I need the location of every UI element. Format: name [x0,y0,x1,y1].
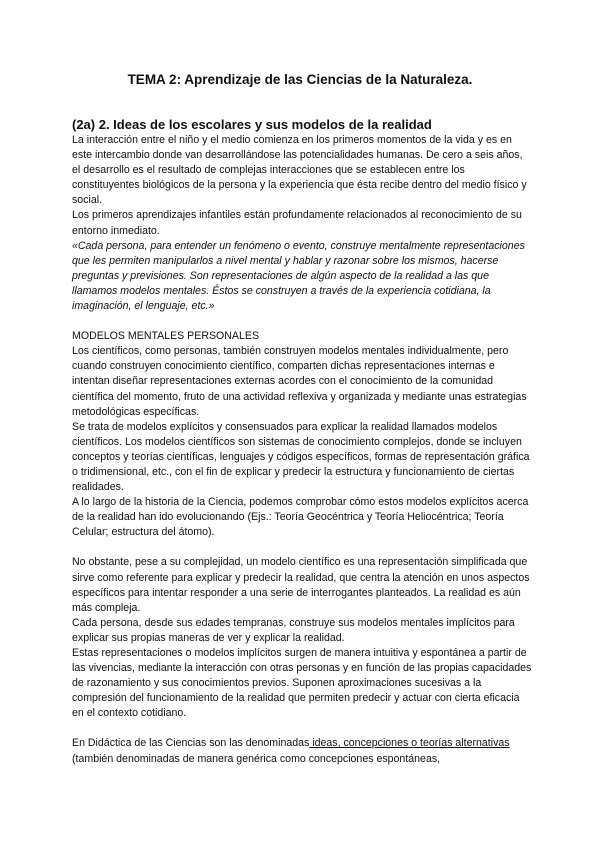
spacer [72,721,532,736]
paragraph-didactics [72,736,532,766]
paragraph-first-learning: Los primeros aprendizajes infantiles están profundamente relacionados al reconocimiento de su entorno inmediato. [72,209,522,237]
section-heading: (2a) 2. Ideas de los escolares y sus modelos de la realidad [72,117,432,132]
paragraph-representations: Estas representaciones o modelos implícitos surgen de manera intuitiva y espontánea a partir de las vivencias, mediante la interacción con otras personas y en función de las propias capacidades de razonamiento y sus conocimientos previos. Suponen aproximaciones sucesivas a la compresión del funcionamiento de la realidad que permiten predecir y actuar con cierta eficacia en el contexto cotidiano. [72,647,532,720]
paragraph-intro: La interacción entre el niño y el medio comienza en los primeros momentos de la vida y es en este intercambio donde van desarrollándose las potencialidades humanas. De cero a seis años, el desarrollo es el resultado de complejas interacciones que se establecen entre los constituyentes biológicos de la persona y la experiencia que ésta recibe dentro del medio físico y social. [72,134,527,207]
document-title: TEMA 2: Aprendizaje de las Ciencias de la Naturaleza. [127,72,473,87]
didactics-text-end: (también denominadas de manera genérica como concepciones espontáneas, [72,752,441,765]
alternative-ideas-link: ideas, concepciones o teorías alternativas [309,737,510,750]
paragraph-scientific-models: Se trata de modelos explícitos y consensuados para explicar la realidad llamados modelos científicos. Los modelos científicos son sistemas de conocimiento complejos, donde se incluyen conceptos y teorías científicas, lenguajes y códigos específicos, formas de representación gráfica o tridimensional, etc., con el fin de explicar y predecir la estructura y funcionamiento de ciertas realidades. [72,420,530,494]
paragraph-history: A lo largo de la historia de la Ciencia, podemos comprobar cómo estos modelos explícitos acerca de la realidad han ido evolucionando (Ejs.: Teoría Geocéntrica y Teoría Heliocéntrica; Teoría Celular; estructura del átomo). [72,496,529,539]
spacer [72,314,532,329]
paragraph-implicit-models: Cada persona, desde sus edades tempranas, construye sus modelos mentales implícitos para explicar sus propias maneras de ver y explicar la realidad. [72,616,515,644]
document-body [72,117,532,767]
spacer [72,540,532,555]
quote-block: «Cada persona, para entender un fenómeno o evento, construye mentalmente representaciones que les permiten manipularlos a nivel mental y hablar y razonar sobre los mismos, hacerse preguntas y previsiones. Son representaciones de algún aspecto de la realidad a las que llamamos modelos mentales. Éstos se construyen a través de la experiencia cotidiana, la imaginación, el lenguaje, etc.» [72,239,525,313]
didactics-text-start: En Didáctica de las Ciencias son las denominadas [72,737,310,750]
paragraph-scientists: Los científicos, como personas, también construyen modelos mentales individualmente, pero cuando construyen conocimiento científico, comparten dichas representaciones internas e intentan diseñar representaciones externas acordes con el conocimiento de la comunidad científica del momento, fruto de una actividad reflexiva y organizada y mediante unas estrategias metodológicas específicas. [72,345,527,418]
paragraph-complexity: No obstante, pese a su complejidad, un modelo científico es una representación simplificada que sirve como referente para explicar y predecir la realidad, que centra la atención en unos aspectos específicos para intentar responder a una serie de interrogantes planteados. La realidad es aún más compleja. [72,556,530,614]
subtitle-mental-models: MODELOS MENTALES PERSONALES [72,330,260,343]
